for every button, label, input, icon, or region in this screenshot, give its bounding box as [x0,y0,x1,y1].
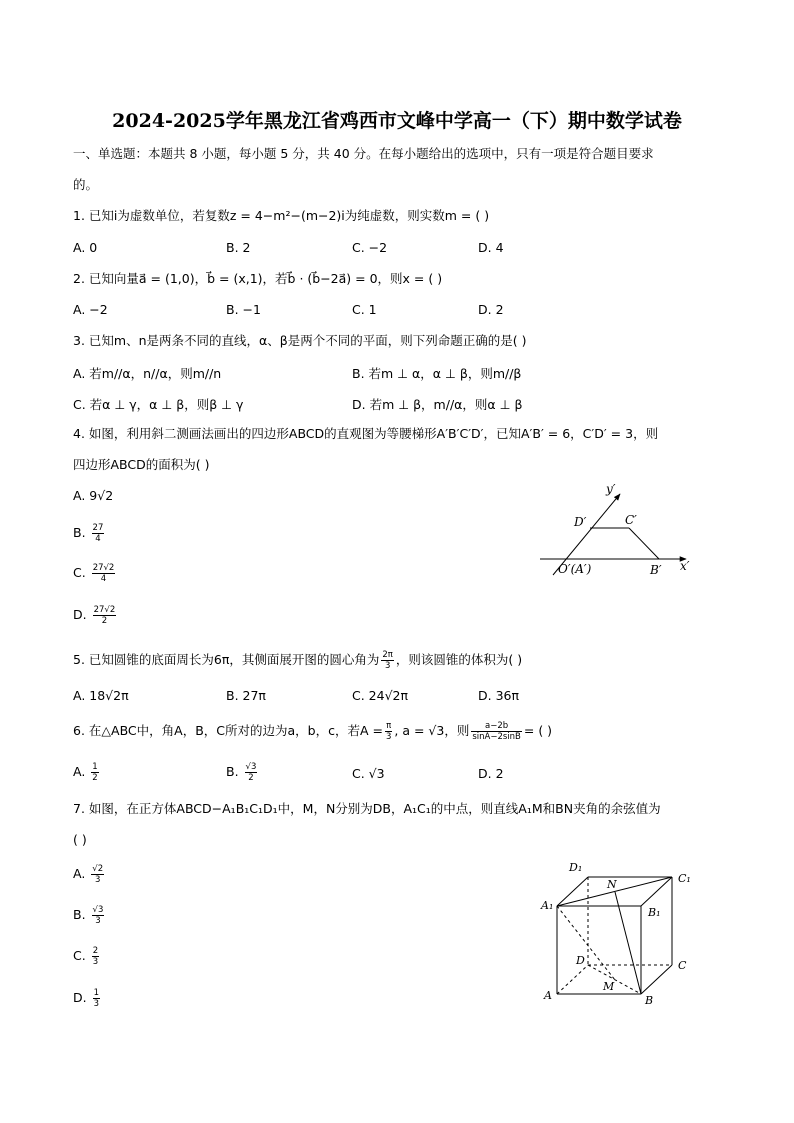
q5-option-c: C. 24√2π [352,688,409,703]
question-6-stem: 6. 在△ABC中，角A，B，C所对的边为a，b，c，若A = $\frac{\pi}{3}$ , a = √3，则 $\frac{a-2b}{\sin A-2\sin B}$ = ( ) [73,721,553,742]
segment-a1-m-hidden [557,906,615,980]
q4-option-b-fraction: $\frac{27}{4}$ [92,523,104,544]
q5-option-d: D. 36π [478,688,520,703]
question-7-stem: 7. 如图，在正方体ABCD−A₁B₁C₁D₁中，M，N分别为DB，A₁C₁的中点，则直线A₁M和BN夹角的余弦值为 [73,801,661,816]
q7-option-d-fraction: $\frac{1}{3}$ [93,988,100,1009]
label-n: N [607,878,617,891]
q6-expression-fraction: $\frac{a-2b}{\sin A-2\sin B}$ [472,721,521,742]
label-c: C [678,959,687,972]
question-4-stem-cont: 四边形ABCD的面积为( ) [73,457,210,472]
q6-option-c: C. √3 [352,766,385,781]
q2-option-b: B. −1 [226,302,261,317]
q6-option-b-fraction: $\frac{√3}{2}$ [245,762,257,783]
label-a: A [544,989,552,1002]
q7-option-c: C. $\frac{2}{3}$ [73,946,99,967]
edge-b-c [641,965,672,994]
edge-a-d-hidden [557,965,588,994]
label-x-prime: x′ [680,559,690,573]
label-o-prime: O′(A′) [558,562,592,576]
question-3-stem: 3. 已知m、n是两条不同的直线，α、β是两个不同的平面，则下列命题正确的是( ) [73,333,527,348]
q6-option-d: D. 2 [478,766,504,781]
q6-option-b: B. $\frac{√3}{2}$ [226,762,257,783]
q4-option-c: C. $\frac{27√2}{4}$ [73,563,115,584]
q7-option-a: A. $\frac{√2}{3}$ [73,864,104,885]
label-d-prime: D′ [574,515,587,529]
q5-option-b: B. 27π [226,688,266,703]
label-y-prime: y′ [606,482,616,496]
q6-option-a-fraction: $\frac{1}{2}$ [92,762,98,783]
section-heading-cont: 的。 [73,177,99,192]
diagonal-d-b-hidden [588,965,641,994]
q1-option-d: D. 4 [478,240,504,255]
trapezoid-right-edge [629,528,659,559]
question-1-stem: 1. 已知i为虚数单位，若复数z = 4−m²−(m−2)i为纯虚数，则实数m = ( ) [73,208,490,223]
q3-option-b: B. 若m ⊥ α，α ⊥ β，则m//β [352,366,522,381]
label-b: B [645,994,654,1007]
q4-option-b: B. $\frac{27}{4}$ [73,523,104,544]
q7-option-d: D. $\frac{1}{3}$ [73,988,100,1009]
question-5-stem: 5. 已知圆锥的底面周长为6π，其侧面展开图的圆心角为 $\frac{2\pi}{3}$ ，则该圆锥的体积为( ) [73,650,523,671]
q1-option-b: B. 2 [226,240,251,255]
q4-option-c-fraction: $\frac{27√2}{4}$ [92,563,115,584]
q7-option-c-fraction: $\frac{2}{3}$ [92,946,99,967]
label-a1: A₁ [541,899,554,912]
label-d1: D₁ [569,861,583,874]
q7-cube-figure [535,852,705,1012]
q6-angle-fraction: $\frac{\pi}{3}$ [385,721,392,742]
question-4-stem: 4. 如图，利用斜二测画法画出的四边形ABCD的直观图为等腰梯形A′B′C′D′，已知A′B′ = 6，C′D′ = 3，则 [73,426,659,441]
q4-option-d: D. $\frac{27√2}{2}$ [73,605,116,626]
page-title: 2024-2025学年黑龙江省鸡西市文峰中学高一（下）期中数学试卷 [112,110,682,132]
q4-option-d-fraction: $\frac{27√2}{2}$ [93,605,116,626]
q1-option-a: A. 0 [73,240,98,255]
q2-option-a: A. −2 [73,302,108,317]
q4-option-a: A. 9√2 [73,488,114,503]
label-b-prime: B′ [650,563,662,577]
question-7-stem-cont: ( ) [73,832,87,847]
label-c-prime: C′ [625,513,637,527]
q7-option-a-fraction: $\frac{√2}{3}$ [92,864,104,885]
q1-option-c: C. −2 [352,240,388,255]
q2-option-c: C. 1 [352,302,377,317]
q6-option-a: A. $\frac{1}{2}$ [73,762,98,783]
q3-option-c: C. 若α ⊥ γ，α ⊥ β，则β ⊥ γ [73,397,244,412]
section-heading: 一、单选题：本题共 8 小题，每小题 5 分，共 40 分。在每小题给出的选项中，只有一项是符合题目要求 [73,146,654,161]
q4-trapezoid-figure [530,478,710,583]
q2-option-d: D. 2 [478,302,504,317]
q7-option-b: B. $\frac{√3}{3}$ [73,905,104,926]
label-d: D [576,954,585,967]
label-c1: C₁ [678,872,691,885]
q3-option-d: D. 若m ⊥ β，m//α，则α ⊥ β [352,397,523,412]
q5-angle-fraction: $\frac{2\pi}{3}$ [382,650,393,671]
question-2-stem: 2. 已知向量a⃗ = (1,0)，b⃗ = (x,1)，若b⃗ · (b⃗−2a⃗) = 0，则x = ( ) [73,271,443,286]
label-b1: B₁ [648,906,661,919]
q3-option-a: A. 若m//α，n//α，则m//n [73,366,222,381]
q7-option-b-fraction: $\frac{√3}{3}$ [92,905,104,926]
q5-option-a: A. 18√2π [73,688,129,703]
segment-n-b [615,892,641,994]
label-m: M [603,980,615,993]
